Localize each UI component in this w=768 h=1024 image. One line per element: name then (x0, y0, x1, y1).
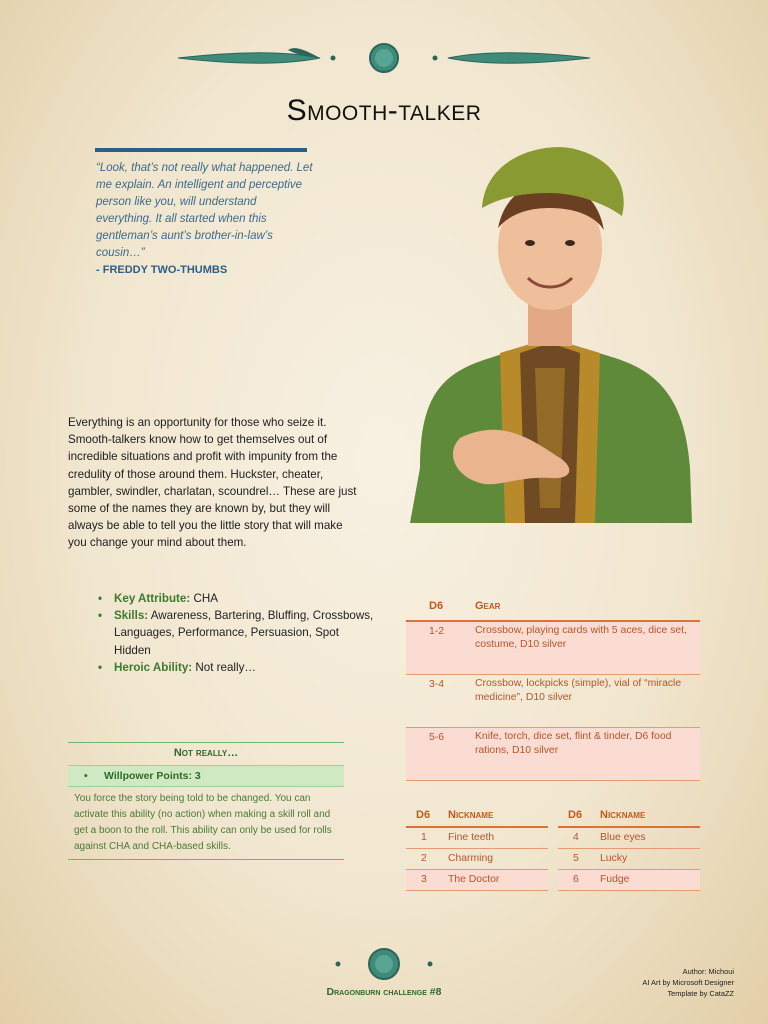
attribute-value: CHA (190, 592, 218, 605)
nickname-cell: Lucky (600, 853, 628, 864)
die-header: D6 (416, 809, 431, 821)
roll-cell: 5-6 (429, 732, 445, 743)
gear-cell: Knife, torch, dice set, flint & tinder, D6 food rations, D10 silver (475, 731, 672, 756)
challenge-label: Dragonburn challenge #8 (326, 986, 442, 998)
die-header: D6 (568, 809, 583, 821)
ability-text: You force the story being told to be changed. You can activate this ability (no action) when making a skill roll and get a boon to the roll. This ability can only be used for rolls against CHA and CHA-based skills. (68, 787, 344, 860)
roll-cell: 5 (573, 853, 579, 864)
attribute-value: Awareness, Bartering, Bluffing, Crossbows, Languages, Performance, Persuasion, Spot Hidden (114, 609, 374, 657)
nickname-table-header (558, 806, 700, 828)
attribute-label: Heroic Ability: (114, 660, 193, 674)
title-divider (95, 148, 307, 152)
table-row (406, 622, 700, 675)
footer-ornament-icon (330, 944, 438, 984)
attribute-label: Skills: (114, 609, 149, 623)
roll-cell: 6 (573, 874, 579, 885)
ability-title: Not really… (68, 742, 344, 765)
table-row (558, 870, 700, 891)
gear-table-header (406, 592, 700, 622)
table-row (558, 849, 700, 870)
heroic-ability-box (68, 742, 344, 860)
roll-cell: 3-4 (429, 679, 445, 690)
table-row (406, 675, 700, 728)
nickname-cell: The Doctor (448, 874, 500, 885)
roll-cell: 1 (421, 832, 427, 843)
attribute-value: Not really… (192, 660, 256, 674)
roll-cell: 4 (573, 832, 579, 843)
nickname-cell: Fine teeth (448, 832, 495, 843)
table-row (558, 828, 700, 849)
table-row (406, 828, 548, 849)
gear-cell: Crossbow, playing cards with 5 aces, dice set, costume, D10 silver (475, 625, 687, 650)
nickname-header: Nickname (448, 809, 494, 821)
nickname-table-left (406, 806, 548, 891)
credit-art: AI Art by Microsoft Designer (642, 978, 734, 987)
nickname-cell: Blue eyes (600, 832, 646, 843)
portrait-illustration (400, 138, 700, 538)
credits (642, 966, 734, 999)
table-row (406, 849, 548, 870)
willpower-points: • Willpower Points: 3 (68, 765, 344, 787)
credit-template: Template by CataZZ (667, 989, 734, 998)
nickname-cell: Charming (448, 853, 494, 864)
gear-header: Gear (475, 600, 501, 612)
page-title: Smooth-talker (286, 94, 482, 127)
list-item (114, 659, 374, 676)
attribute-label: Key Attribute: (114, 592, 191, 605)
flavor-quote: “Look, that’s not really what happened. Let me explain. An intelligent and perceptive person like you, will understand everything. It all started when this gentleman’s aunt’s brother-in-law’s cousin…” (96, 162, 313, 259)
roll-cell: 2 (421, 853, 427, 864)
attribute-list (96, 590, 374, 676)
nickname-header: Nickname (600, 809, 646, 821)
nickname-table-header (406, 806, 548, 828)
roll-cell: 1-2 (429, 626, 445, 637)
nickname-cell: Fudge (600, 874, 630, 885)
list-item (114, 590, 374, 607)
table-row (406, 870, 548, 891)
gear-table (406, 592, 700, 781)
roll-cell: 3 (421, 874, 427, 885)
gear-cell: Crossbow, lockpicks (simple), vial of “miracle medicine”, D10 silver (475, 678, 682, 703)
table-row (406, 728, 700, 781)
die-header: D6 (429, 600, 444, 612)
nickname-table-right (558, 806, 700, 891)
header-ornament-icon (170, 38, 598, 78)
class-description: Everything is an opportunity for those who seize it. Smooth-talkers know how to get themselves out of incredible situations and profit with impunity from the credulity of those around them. Huckster, cheater, gambler, swindler, charlatan, scoundrel… These are just some of the names they are known by, but they will always be able to tell you the little story that will make you change your mind about them. (68, 416, 357, 550)
quote-author: - FREDDY TWO-THUMBS (96, 264, 228, 276)
credit-author: Author: Michoui (682, 967, 734, 976)
list-item (114, 607, 374, 659)
